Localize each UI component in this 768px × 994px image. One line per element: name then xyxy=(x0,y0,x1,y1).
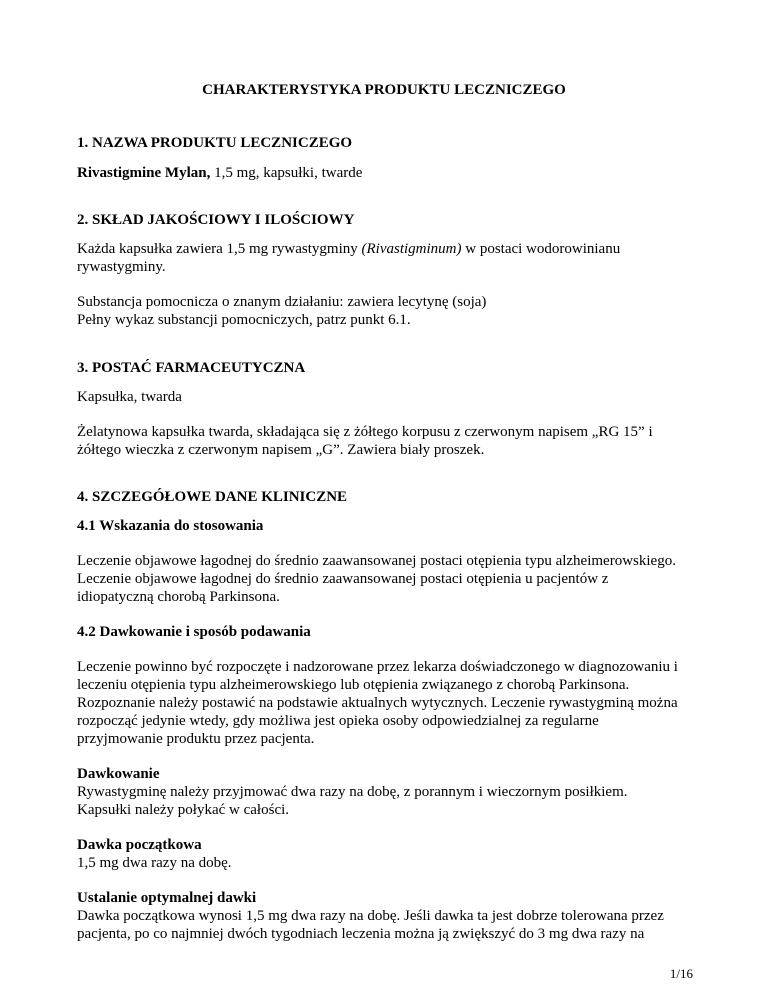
dosage-intro-line-5: przyjmowanie produktu przez pacjenta. xyxy=(77,731,315,747)
section-4-heading: 4. SZCZEGÓŁOWE DANE KLINICZNE xyxy=(77,489,348,505)
dosing-line-2: Kapsułki należy połykać w całości. xyxy=(77,802,290,818)
initial-dose-line: 1,5 mg dwa razy na dobę. xyxy=(77,855,232,871)
capsule-description-line-2: żółtego wieczka z czerwonym napisem „G”. Zawiera biały proszek. xyxy=(77,442,485,458)
composition-text-end: w postaci wodorowinianu xyxy=(461,241,621,257)
section-4-2-heading: 4.2 Dawkowanie i sposób podawania xyxy=(77,624,311,640)
indication-line-2: Leczenie objawowe łagodnej do średnio zaawansowanej postaci otępienia u pacjentów z xyxy=(77,571,609,587)
product-name-line xyxy=(77,164,362,182)
dosing-line-1: Rywastygminę należy przyjmować dwa razy na dobę, z porannym i wieczornym posiłkiem. xyxy=(77,784,628,800)
indication-line-3: idiopatyczną chorobą Parkinsona. xyxy=(77,589,280,605)
pharmaceutical-form: Kapsułka, twarda xyxy=(77,389,182,405)
page-number: 1/16 xyxy=(669,966,693,981)
titration-subheading: Ustalanie optymalnej dawki xyxy=(77,890,257,906)
composition-line-2: rywastygminy. xyxy=(77,259,166,275)
titration-line-2: pacjenta, po co najmniej dwóch tygodniach leczenia można ją zwiększyć do 3 mg dwa razy na xyxy=(77,926,645,942)
initial-dose-subheading: Dawka początkowa xyxy=(77,837,202,853)
section-4-1-heading: 4.1 Wskazania do stosowania xyxy=(77,518,264,534)
excipient-line-1: Substancja pomocnicza o znanym działaniu: zawiera lecytynę (soja) xyxy=(77,294,487,310)
indication-line-1: Leczenie objawowe łagodnej do średnio zaawansowanej postaci otępienia typu alzheimerowskiego. xyxy=(77,553,676,569)
dosage-intro-line-1: Leczenie powinno być rozpoczęte i nadzorowane przez lekarza doświadczonego w diagnozowaniu i xyxy=(77,659,678,675)
capsule-description-line-1: Żelatynowa kapsułka twarda, składająca się z żółtego korpusu z czerwonym napisem „RG 15” i xyxy=(77,424,653,440)
product-form: 1,5 mg, kapsułki, twarde xyxy=(210,165,363,181)
dosing-subheading: Dawkowanie xyxy=(77,766,160,782)
section-1-heading: 1. NAZWA PRODUKTU LECZNICZEGO xyxy=(77,135,353,151)
titration-line-1: Dawka początkowa wynosi 1,5 mg dwa razy na dobę. Jeśli dawka ta jest dobrze tolerowana przez xyxy=(77,908,664,924)
dosage-intro-line-2: leczeniu otępienia typu alzheimerowskiego lub otępienia związanego z chorobą Parkinsona. xyxy=(77,677,630,693)
composition-text: Każda kapsułka zawiera 1,5 mg rywastygminy xyxy=(77,241,362,257)
dosage-intro-line-4: rozpocząć jedynie wtedy, gdy możliwa jest opieka osoby odpowiedzialnej za regularne xyxy=(77,713,599,729)
dosage-intro-line-3: Rozpoznanie należy postawić na podstawie aktualnych wytycznych. Leczenie rywastygminą można xyxy=(77,695,678,711)
composition-line-1 xyxy=(77,240,620,258)
document-title: CHARAKTERYSTYKA PRODUKTU LECZNICZEGO xyxy=(202,82,566,98)
section-2-heading: 2. SKŁAD JAKOŚCIOWY I ILOŚCIOWY xyxy=(77,212,355,228)
product-name: Rivastigmine Mylan, xyxy=(77,165,211,181)
section-3-heading: 3. POSTAĆ FARMACEUTYCZNA xyxy=(77,360,306,376)
excipient-line-2: Pełny wykaz substancji pomocniczych, patrz punkt 6.1. xyxy=(77,312,411,328)
latin-name: (Rivastigminum) xyxy=(361,241,462,257)
